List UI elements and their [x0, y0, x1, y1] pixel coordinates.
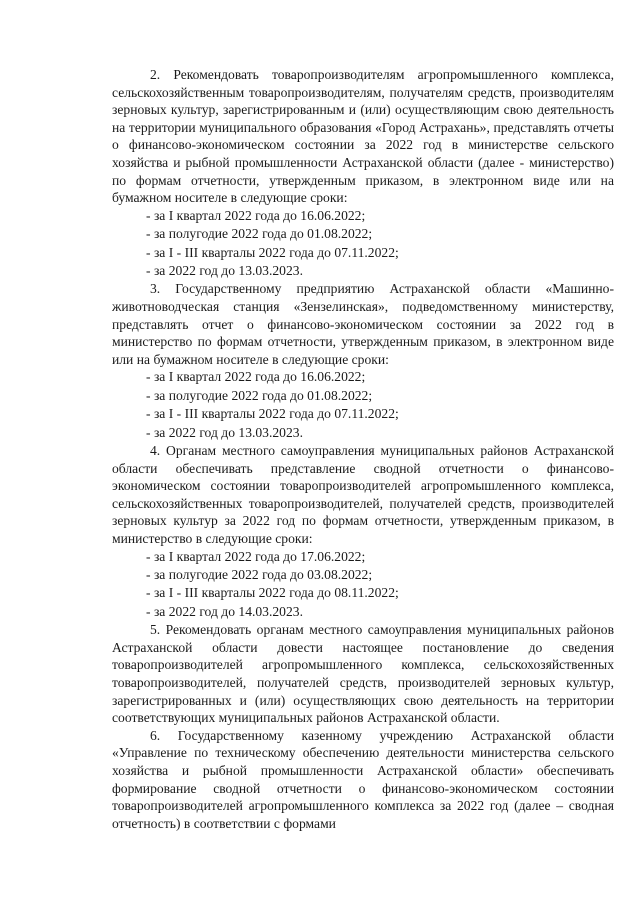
deadline-item: - за I квартал 2022 года до 16.06.2022; — [146, 368, 614, 386]
deadline-item: - за I квартал 2022 года до 17.06.2022; — [146, 548, 614, 566]
paragraph-3: 3. Государственному предприятию Астраханской области «Машинно-животноводческая станция «Зензелинская», подведомственному министерству, представлять отчет о финансово-экономическом состоянии за 2022 год в министерство по формам отчетности, утвержденным приказом, в электронном виде или на бумажном носителе в следующие сроки: — [112, 281, 614, 367]
deadline-list-4 — [112, 548, 614, 622]
deadline-item: - за I - III кварталы 2022 года до 07.11.2022; — [146, 405, 614, 423]
paragraph-4: 4. Органам местного самоуправления муниципальных районов Астраханской области обеспечивать представление сводной отчетности о финансово-экономическом состоянии товаропроизводителей агропромышленного комплекса, сельскохозяйственных товаропроизводителей, получателей средств, производителей зерновых культур за 2022 год по формам отчетности, утвержденным приказом, в министерство в следующие сроки: — [112, 442, 614, 546]
deadline-item: - за полугодие 2022 года до 01.08.2022; — [146, 387, 614, 405]
paragraph-2: 2. Рекомендовать товаропроизводителям агропромышленного комплекса, сельскохозяйственным товаропроизводителям, получателям средств, производителям зерновых культур, зарегистрированным и (или) осуществляющим свою деятельность на территории муниципального образования «Город Астрахань», представлять отчеты о финансово-экономическом состоянии за 2022 год в министерстве сельского хозяйства и рыбной промышленности Астраханской области (далее - министерство) по формам отчетности, утвержденным приказом, в электронном виде или на бумажном носителе в следующие сроки: — [112, 67, 614, 206]
deadline-list-2 — [112, 207, 614, 281]
deadline-item: - за I - III кварталы 2022 года до 07.11.2022; — [146, 244, 614, 262]
deadline-item: - за 2022 год до 13.03.2023. — [146, 262, 614, 280]
document-body — [112, 66, 614, 832]
deadline-item: - за полугодие 2022 года до 03.08.2022; — [146, 566, 614, 584]
paragraph-5: 5. Рекомендовать органам местного самоуправления муниципальных районов Астраханской области довести настоящее постановление до сведения товаропроизводителей агропромышленного комплекса, сельскохозяйственных товаропроизводителей, получателей средств, производителей зерновых культур, зарегистрированных и (или) осуществляющих свою деятельность на территории соответствующих муниципальных районов Астраханской области. — [112, 622, 614, 726]
deadline-item: - за 2022 год до 13.03.2023. — [146, 424, 614, 442]
paragraph-6: 6. Государственному казенному учреждению Астраханской области «Управление по техническому обеспечению деятельности министерства сельского хозяйства и рыбной промышленности Астраханской области» обеспечивать формирование сводной отчетности о финансово-экономическом состоянии товаропроизводителей агропромышленного комплекса за 2022 год (далее – сводная отчетность) в соответствии с формами — [112, 727, 614, 831]
deadline-list-3 — [112, 368, 614, 442]
deadline-item: - за I - III кварталы 2022 года до 08.11.2022; — [146, 584, 614, 602]
deadline-item: - за 2022 год до 14.03.2023. — [146, 603, 614, 621]
deadline-item: - за I квартал 2022 года до 16.06.2022; — [146, 207, 614, 225]
deadline-item: - за полугодие 2022 года до 01.08.2022; — [146, 225, 614, 243]
